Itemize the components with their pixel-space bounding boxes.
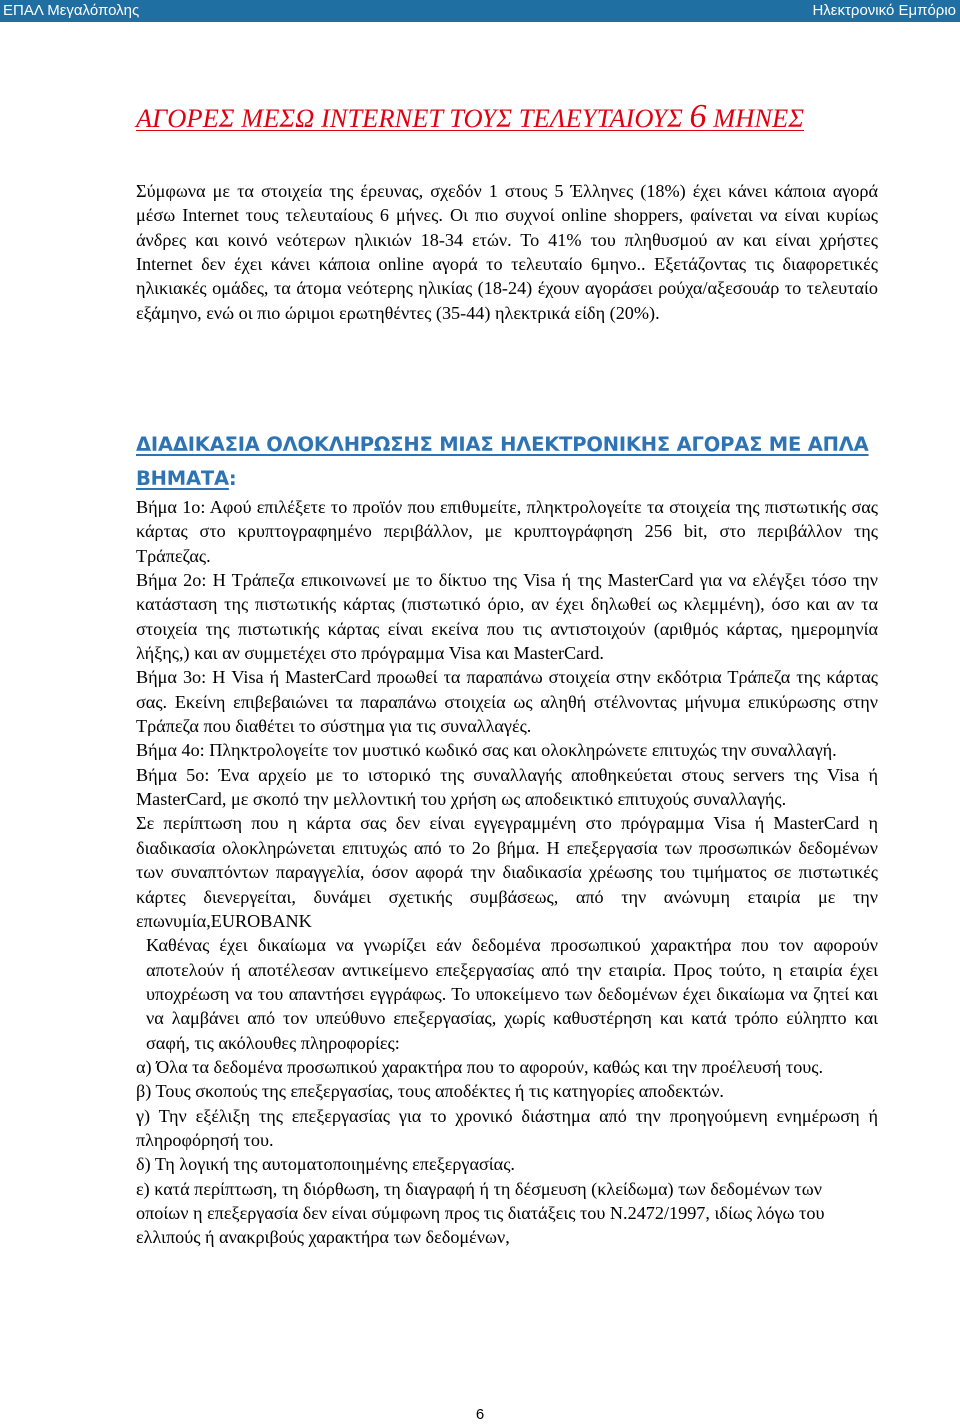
rights-paragraph: Καθένας έχει δικαίωμα να γνωρίζει εάν δεδομένα προσωπικού χαρακτήρα που τον αφορούν αποτελούν ή αποτέλεσαν αντικείμενο επεξεργασίας από την εταιρία. Προς τούτο, η εταιρία έχει υποχρέωση να του απαντήσει εγγράφως. Το υποκείμενο των δεδομένων έχει δικαίωμα να ζητεί και να λαμβάνει από τον υπεύθυνο επεξεργασίας, χωρίς καθυστέρηση και κατά τρόπο εύληπτο και σαφή, τις ακόλουθες πληροφορίες:: [146, 935, 878, 1053]
step-3: Βήμα 3ο: Η Visa ή MasterCard προωθεί τα παραπάνω στοιχεία στην εκδότρια Τράπεζα της κάρτας σας. Εκείνη επιβεβαιώνει τα παραπάνω στοιχεία ως αληθή στέλνοντας μήνυμα επικύρωσης στην Τράπεζα που διαθέτει το σύστημα για τις συναλλαγές.: [136, 667, 878, 737]
step-4: Βήμα 4ο: Πληκτρολογείτε τον μυστικό κωδικό σας και ολοκληρώνετε επιτυχώς την συναλλαγή.: [136, 740, 837, 761]
step-2: Βήμα 2ο: Η Τράπεζα επικοινωνεί με το δίκτυο της Visa ή της MasterCard για να ελέγξει τόσο την κατάσταση της πιστωτικής κάρτας (πιστωτικό όριο, αν έχει δηλωθεί ως κλεμμένη), όσο και αν τα στοιχεία της πιστωτικής κάρτας είναι εκείνα που τις αντιστοιχούν (αριθμός κάρτας, ημερομηνία λήξης,) και αν συμμετέχει στο πρόγραμμα Visa και MasterCard.: [136, 570, 878, 664]
step-5: Βήμα 5ο: Ένα αρχείο με το ιστορικό της συναλλαγής αποθηκεύεται στους servers της Visa ή MasterCard, με σκοπό την μελλοντική του χρήση ως αποδεικτικό επιτυχούς συναλλαγής.: [136, 764, 878, 810]
document-header: [0, 0, 960, 22]
page-title: [136, 100, 916, 135]
section-title: [136, 428, 878, 496]
list-item-e: ε) κατά περίπτωση, τη διόρθωση, τη διαγραφή ή τη δέσμευση (κλείδωμα) των δεδομένων των οποίων η επεξεργασία δεν είναι σύμφωνη προς τις διατάξεις του Ν.2472/1997, ιδίως λόγω του ελλιπούς ή ανακριβούς χαρακτήρα των δεδομένων,: [136, 1178, 825, 1248]
step-1: Βήμα 1ο: Αφού επιλέξετε το προϊόν που επιθυμείτε, πληκτρολογείτε τα στοιχεία της πιστωτικής σας κάρτας στο κρυπτογραφημένο περιβάλλον, με κρυπτογράφηση 256 bit, στο περιβάλλον της Τράπεζας.: [136, 497, 878, 566]
list-item-a: α) Όλα τα δεδομένα προσωπικού χαρακτήρα που το αφορούν, καθώς και την προέλευσή τους.: [136, 1056, 824, 1077]
title-part-1: ΑΓΟΡΕΣ ΜΕΣΩ ΙNTERNET ΤΟΥΣ ΤΕΛΕΥΤΑΙΟΥΣ: [136, 103, 690, 133]
list-item-b: β) Τους σκοπούς της επεξεργασίας, τους αποδέκτες ή τις κατηγορίες αποδεκτών.: [136, 1081, 724, 1102]
header-school-name: ΕΠΑΛ Μεγαλόπολης: [3, 2, 140, 19]
card-not-registered-paragraph: Σε περίπτωση που η κάρτα σας δεν είναι εγγεγραμμένη στο πρόγραμμα Visa ή MasterCard η διαδικασία ολοκληρώνεται επιτυχώς από το 2ο βήμα. Η επεξεργασία των προσωπικών δεδομένων των συναπτόντων παραγγελία, όσον αφορά την διαδικασία χρέωσης του τιμήματος σε πιστωτικές κάρτες διενεργείται, δυνάμει σχετικής συμβάσεως, από την ανώνυμη εταιρία με την επωνυμία,EUROBANK: [136, 813, 878, 931]
list-item-c: γ) Την εξέλιξη της επεξεργασίας για το χρονικό διάστημα από την προηγούμενη ενημέρωση ή πληροφόρησή του.: [136, 1105, 878, 1150]
steps-body: [136, 495, 878, 1250]
title-part-3: ΜΗΝΕΣ: [706, 103, 804, 133]
page-number: 6: [475, 1406, 485, 1423]
list-item-d: δ) Τη λογική της αυτοματοποιημένης επεξεργασίας.: [136, 1154, 515, 1175]
intro-paragraph: Σύμφωνα με τα στοιχεία της έρευνας, σχεδόν 1 στους 5 Έλληνες (18%) έχει κάνει κάποια αγορά μέσω Internet τους τελευταίους 6 μήνες. Οι πιο συχνοί online shoppers, φαίνεται να είναι κυρίως άνδρες και κοινό νεότερων ηλικιών 18-34 ετών. Το 41% του πληθυσμού αν και είναι χρήστες Internet δεν έχει κάνει κάποια online αγορά το τελευταίο 6μηνο.. Εξετάζοντας τις διαφορετικές ηλικιακές ομάδες, τα άτομα νεότερης ηλικίας (18-24) έχουν αγοράσει ρούχα/αξεσουάρ το τελευταίο εξάμηνο, ενώ οι πιο ώριμοι ερωτηθέντες (35-44) ηλεκτρικά είδη (20%).: [136, 181, 878, 323]
section-title-text: ΔΙΑΔΙΚΑΣΙΑ ΟΛΟΚΛΗΡΩΣΗΣ ΜΙΑΣ ΗΛΕΚΤΡΟΝΙΚΗΣ ΑΓΟΡΑΣ ΜΕ ΑΠΛΑ ΒΗΜΑΤΑ: [136, 433, 869, 490]
section-title-colon: :: [228, 467, 237, 490]
title-number: 6: [689, 98, 707, 135]
header-subject: Ηλεκτρονικό Εμπόριο: [812, 2, 956, 19]
